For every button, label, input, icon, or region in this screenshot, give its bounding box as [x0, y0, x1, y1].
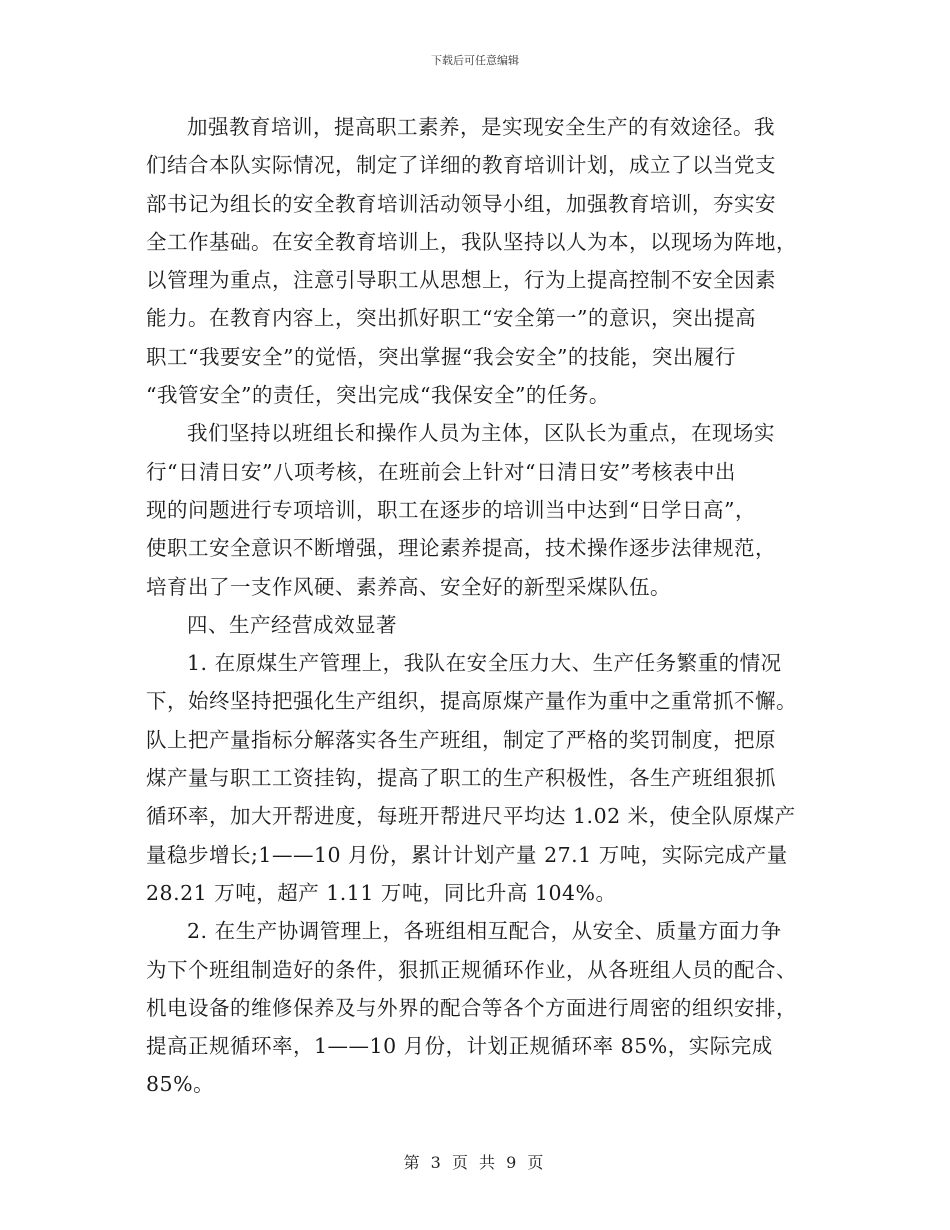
page-footer: 第 3 页 共 9 页: [403, 1153, 547, 1172]
text-line: 四、生产经营成效显著: [187, 612, 397, 637]
text-line: 1. 在原煤生产管理上，我队在安全压力大、生产任务繁重的情况: [187, 651, 782, 676]
text-line: 循环率，加大开帮进度，每班开帮进尺平均达 1.02 米，使全队原煤产: [146, 804, 796, 829]
text-line: 加强教育培训，提高职工素养，是实现安全生产的有效途径。我: [187, 115, 775, 139]
text-line: 量稳步增长;1——10 月份，累计计划产量 27.1 万吨，实际完成产量: [146, 842, 788, 867]
text-line: 使职工安全意识不断增强，理论素养提高，技术操作逐步法律规范，: [146, 536, 776, 561]
text-line: 机电设备的维修保养及与外界的配合等各个方面进行周密的组织安排，: [146, 995, 797, 1020]
text-line: 下，始终坚持把强化生产组织，提高原煤产量作为重中之重常抓不懈。: [146, 689, 797, 714]
text-line: 全工作基础。在安全教育培训上，我队坚持以人为本，以现场为阵地，: [146, 229, 797, 254]
text-line: 现的问题进行专项培训，职工在逐步的培训当中达到“日学日高”，: [146, 497, 756, 522]
text-line: 提高正规循环率，1——10 月份，计划正规循环率 85%，实际完成: [146, 1034, 773, 1059]
text-line: 职工“我要安全”的觉悟，突出掌握“我会安全”的技能，突出履行: [146, 344, 736, 369]
text-line: 们结合本队实际情况，制定了详细的教育培训计划，成立了以当党支: [146, 153, 776, 178]
text-line: 能力。在教育内容上，突出抓好职工“安全第一”的意识，突出提高: [146, 306, 756, 331]
text-line: 2. 在生产协调管理上，各班组相互配合，从安全、质量方面力争: [187, 919, 782, 944]
body-text: [146, 108, 806, 1104]
text-line: 85%。: [146, 1072, 215, 1097]
page-header: 下载后可任意编辑: [431, 54, 519, 67]
text-line: 我们坚持以班组长和操作人员为主体，区队长为重点，在现场实: [187, 421, 775, 446]
text-line: 队上把产量指标分解落实各生产班组，制定了严格的奖罚制度，把原: [146, 727, 776, 752]
text-line: 培育出了一支作风硬、素养高、安全好的新型采煤队伍。: [146, 574, 671, 599]
text-line: 煤产量与职工工资挂钩，提高了职工的生产积极性，各生产班组狠抓: [146, 766, 776, 791]
text-line: 部书记为组长的安全教育培训活动领导小组，加强教育培训，夯实安: [146, 191, 776, 216]
text-line: 以管理为重点，注意引导职工从思想上，行为上提高控制不安全因素: [146, 268, 776, 293]
text-line: “我管安全”的责任，突出完成“我保安全”的任务。: [146, 383, 610, 408]
text-line: 为下个班组制造好的条件，狠抓正规循环作业，从各班组人员的配合、: [146, 957, 797, 982]
text-line: 行“日清日安”八项考核，在班前会上针对“日清日安”考核表中出: [146, 459, 736, 484]
text-line: 28.21 万吨，超产 1.11 万吨，同比升高 104%。: [146, 880, 617, 905]
